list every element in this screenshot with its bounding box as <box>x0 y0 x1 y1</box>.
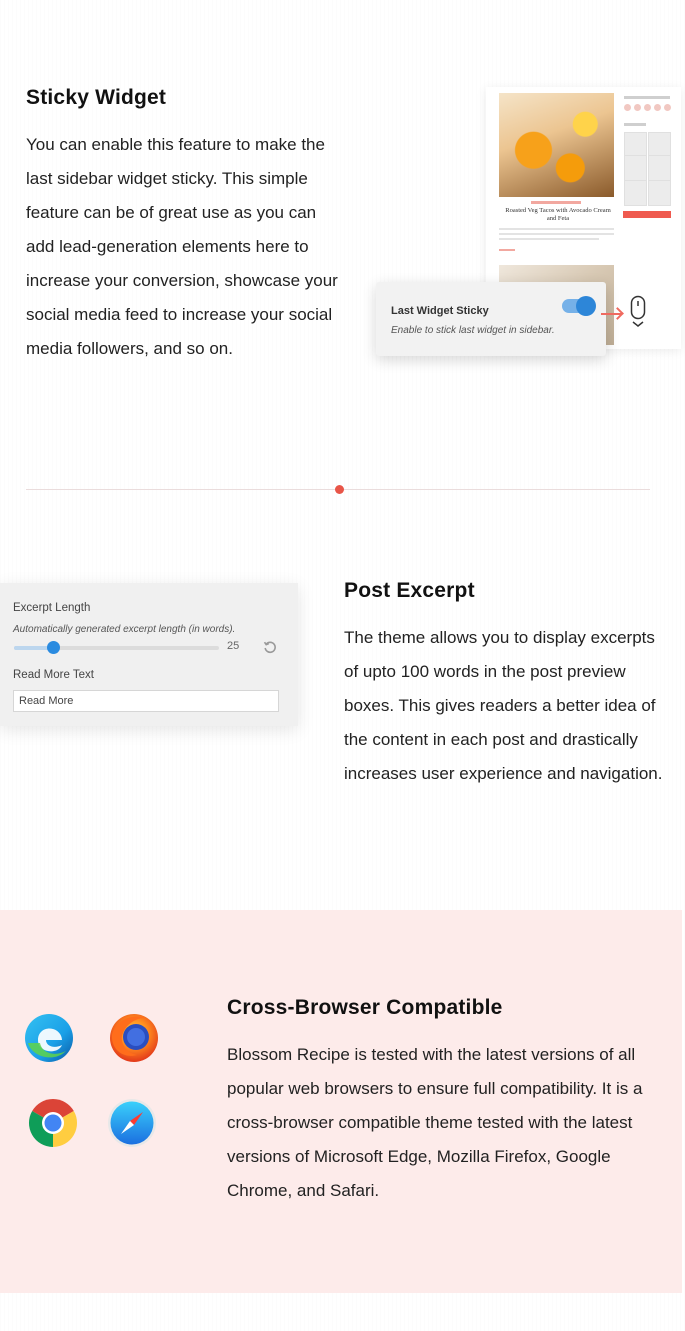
mockup-instagram-title <box>624 123 646 126</box>
mockup-social-dot <box>664 104 671 111</box>
toggle-knob[interactable] <box>576 296 596 316</box>
post-excerpt-description: The theme allows you to display excerpts of upto 100 words in the post preview boxes. This gives readers a better idea of the content in each post and drastically increases user experience and navigation. <box>344 628 663 783</box>
cross-browser-description: Blossom Recipe is tested with the latest versions of all popular web browsers to ensure full compatibility. It is a cross-browser compatible theme tested with the latest versions of Microsoft Edge, Mozilla Firefox, Google Chrome, and Safari. <box>227 1045 643 1200</box>
excerpt-length-description: Automatically generated excerpt length (in words). <box>13 624 236 635</box>
sticky-widget-description: You can enable this feature to make the last sidebar widget sticky. This simple feature can be of great use as you can add lead-generation elements here to increase your conversion, showcase your social media feed to increase your social media followers, and so on. <box>26 135 338 358</box>
safari-icon <box>107 1098 157 1148</box>
excerpt-length-label: Excerpt Length <box>13 602 91 614</box>
setting-label: Last Widget Sticky <box>391 305 489 317</box>
slider-handle[interactable] <box>47 641 60 654</box>
mockup-text-line <box>499 238 599 240</box>
excerpt-settings-panel <box>0 583 298 726</box>
mockup-social-dot <box>624 104 631 111</box>
mockup-button <box>623 211 671 218</box>
mockup-social-dot <box>654 104 661 111</box>
mockup-text-line <box>499 233 614 235</box>
read-more-text-input[interactable] <box>13 690 279 712</box>
last-widget-sticky-toggle[interactable] <box>562 299 594 313</box>
reset-icon[interactable] <box>263 640 277 654</box>
chrome-icon <box>28 1098 78 1148</box>
mockup-thumb <box>624 180 647 206</box>
mockup-featured-image <box>499 93 614 197</box>
mockup-thumb <box>648 155 671 181</box>
mockup-text-line <box>499 228 614 230</box>
mockup-thumb <box>648 180 671 206</box>
cross-browser-title: Cross-Browser Compatible <box>227 996 503 1019</box>
mockup-thumb <box>624 155 647 181</box>
read-more-text-label: Read More Text <box>13 669 94 681</box>
mockup-post-title: Roasted Veg Tacos with Avocado Cream and Feta <box>505 207 611 222</box>
sticky-widget-title: Sticky Widget <box>26 86 167 109</box>
setting-description: Enable to stick last widget in sidebar. <box>391 325 555 336</box>
last-widget-sticky-setting <box>376 282 606 356</box>
mockup-social-dot <box>634 104 641 111</box>
mockup-read-more <box>499 249 515 251</box>
mockup-category <box>531 201 581 204</box>
mockup-social-dot <box>644 104 651 111</box>
edge-icon <box>24 1013 74 1063</box>
excerpt-length-slider[interactable] <box>14 646 219 650</box>
mockup-sidebar-title <box>624 96 670 99</box>
excerpt-length-value: 25 <box>227 640 240 652</box>
divider-dot <box>335 485 344 494</box>
mouse-scroll-icon <box>630 295 646 331</box>
firefox-icon <box>109 1013 159 1063</box>
post-excerpt-title: Post Excerpt <box>344 579 475 602</box>
arrow-right-icon <box>601 313 621 315</box>
